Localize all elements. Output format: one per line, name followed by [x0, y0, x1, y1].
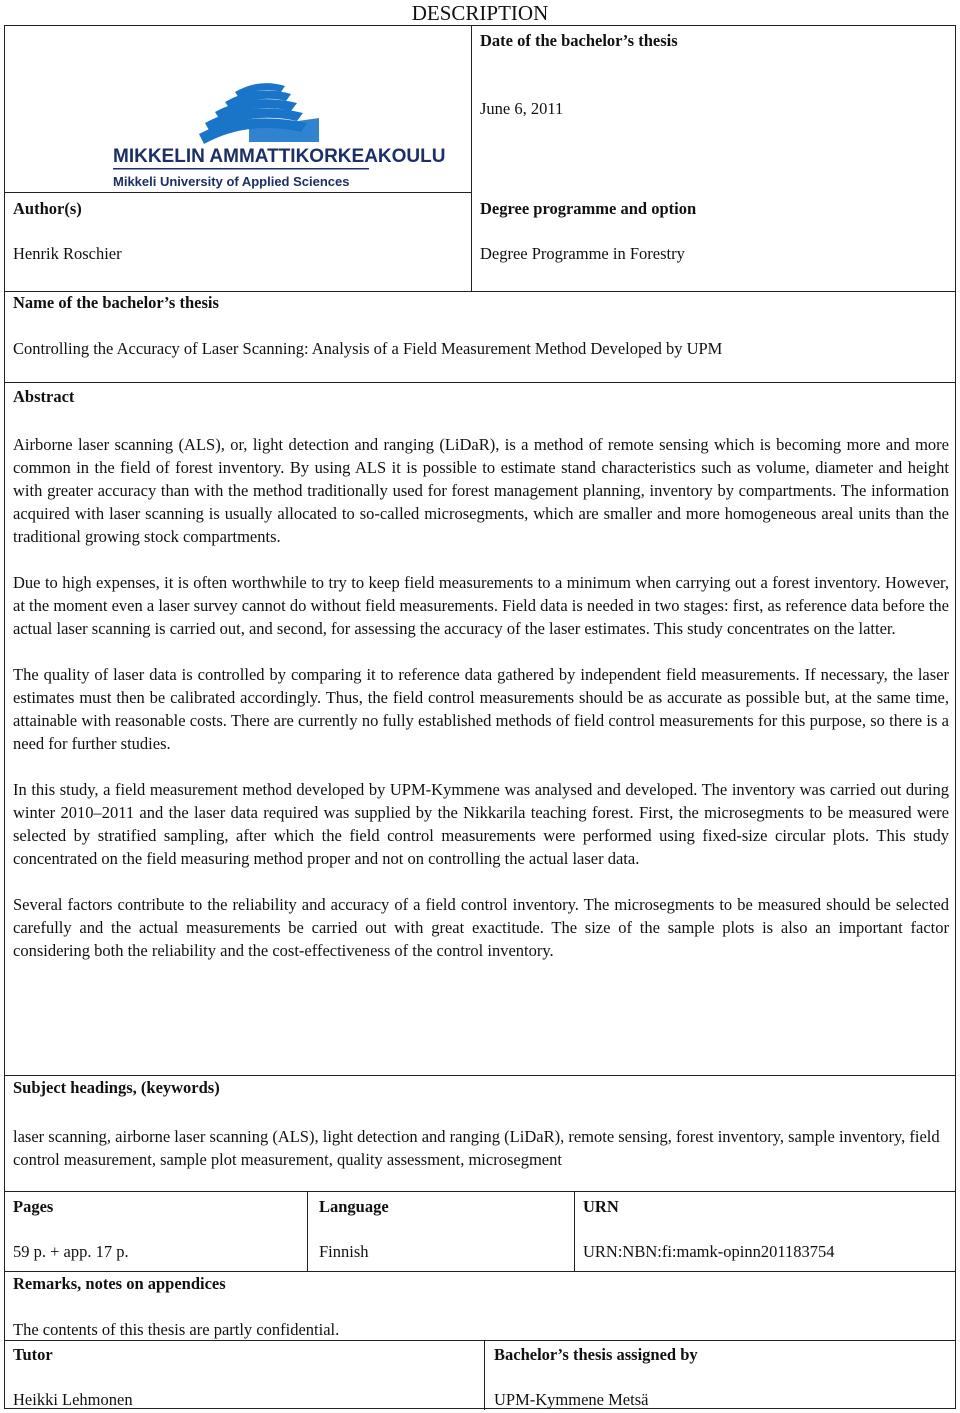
author-label: Author(s): [13, 199, 82, 218]
urn-label: URN: [583, 1197, 619, 1216]
tutor-value: Heikki Lehmonen: [13, 1390, 133, 1409]
thesis-description-form: [4, 25, 956, 1409]
logo-institution-subtitle: Mikkeli University of Applied Sciences: [113, 174, 350, 189]
divider-below-thesis-name: [5, 382, 955, 383]
tutor-label: Tutor: [13, 1345, 53, 1364]
divider-below-header: [5, 291, 955, 292]
abstract-paragraph: Several factors contribute to the reliability and accuracy of a field control inventory. The microsegments to be measured should be selected carefully and the actual measurements be carried out with great exactitude. The size of the sample plots is also an important factor considering both the reliability and the cost-effectiveness of the control inventory.: [13, 895, 949, 960]
pages-value: 59 p. + app. 17 p.: [13, 1242, 129, 1261]
divider-below-pages: [5, 1271, 955, 1272]
logo-wave-icon: [199, 83, 319, 144]
abstract-label: Abstract: [13, 387, 75, 406]
degree-value: Degree Programme in Forestry: [480, 244, 685, 263]
logo-institution-name: MIKKELIN AMMATTIKORKEAKOULU: [113, 146, 446, 167]
divider-below-remarks: [5, 1340, 955, 1341]
institution-logo: [109, 56, 446, 196]
author-value: Henrik Roschier: [13, 244, 122, 263]
divider-below-keywords: [5, 1191, 955, 1192]
remarks-label: Remarks, notes on appendices: [13, 1274, 226, 1293]
abstract-paragraph: Due to high expenses, it is often worthwhile to try to keep field measurements to a minimum when carrying out a forest inventory. However, at the moment even a laser survey cannot do without field measurements. Field data is needed in two stages: first, as reference data before the actual laser scanning is carried out, and second, for assessing the accuracy of the laser estimates. This study concentrates on the latter.: [13, 573, 949, 638]
pages-label: Pages: [13, 1197, 54, 1216]
thesis-name-value: Controlling the Accuracy of Laser Scanning: Analysis of a Field Measurement Method Developed by UPM: [13, 339, 723, 358]
divider-pages-language: [307, 1191, 308, 1271]
language-label: Language: [319, 1197, 389, 1216]
divider-header-vertical: [471, 26, 472, 291]
thesis-name-label: Name of the bachelor’s thesis: [13, 293, 219, 312]
assigned-by-label: Bachelor’s thesis assigned by: [494, 1345, 698, 1364]
divider-tutor-assigned: [484, 1340, 485, 1410]
page-title: DESCRIPTION: [411, 1, 549, 25]
divider-language-urn: [574, 1191, 575, 1271]
date-value: June 6, 2011: [480, 99, 564, 118]
degree-label: Degree programme and option: [480, 199, 697, 218]
logo-graphic: [109, 56, 446, 196]
abstract-paragraph: In this study, a field measurement method developed by UPM-Kymmene was analysed and developed. The inventory was carried out during winter 2010–2011 and the laser data required was supplied by the Nikkarila teaching forest. First, the microsegments to be measured were selected by stratified sampling, after which the field control measurements were performed using fixed-size circular plots. This study concentrated on the field measuring method proper and not on controlling the actual laser data.: [13, 780, 949, 868]
divider-below-abstract: [5, 1075, 955, 1076]
date-label: Date of the bachelor’s thesis: [480, 31, 678, 50]
remarks-value: The contents of this thesis are partly confidential.: [13, 1320, 340, 1339]
keywords-label: Subject headings, (keywords): [13, 1078, 220, 1097]
abstract-paragraph: Airborne laser scanning (ALS), or, light detection and ranging (LiDaR), is a method of remote sensing which is becoming more and more common in the field of forest inventory. By using ALS it is possible to estimate stand characteristics such as volume, diameter and height with greater accuracy than with the method traditionally used for forest management planning, inventory by compartments. The information acquired with laser scanning is usually allocated to so-called microsegments, which are smaller and more homogeneous areal units than the traditional growing stock compartments.: [13, 435, 949, 546]
abstract-body: [13, 433, 949, 962]
urn-value: URN:NBN:fi:mamk-opinn201183754: [583, 1242, 835, 1261]
logo-underline: [113, 168, 369, 170]
keywords-value: laser scanning, airborne laser scanning (ALS), light detection and ranging (LiDaR), remote sensing, forest inventory, sample inventory, field control measurement, sample plot measurement, quality assessment, microsegment: [13, 1127, 940, 1169]
abstract-paragraph: The quality of laser data is controlled by comparing it to reference data gathered by independent field measurements. If necessary, the laser estimates must then be calibrated accordingly. Thus, the field control measurements should be as accurate as possible but, at the same time, attainable with reasonable costs. There are currently no fully established methods of field control measurements for this purpose, so there is a need for further studies.: [13, 665, 949, 753]
language-value: Finnish: [319, 1242, 369, 1261]
assigned-by-value: UPM-Kymmene Metsä: [494, 1390, 649, 1409]
